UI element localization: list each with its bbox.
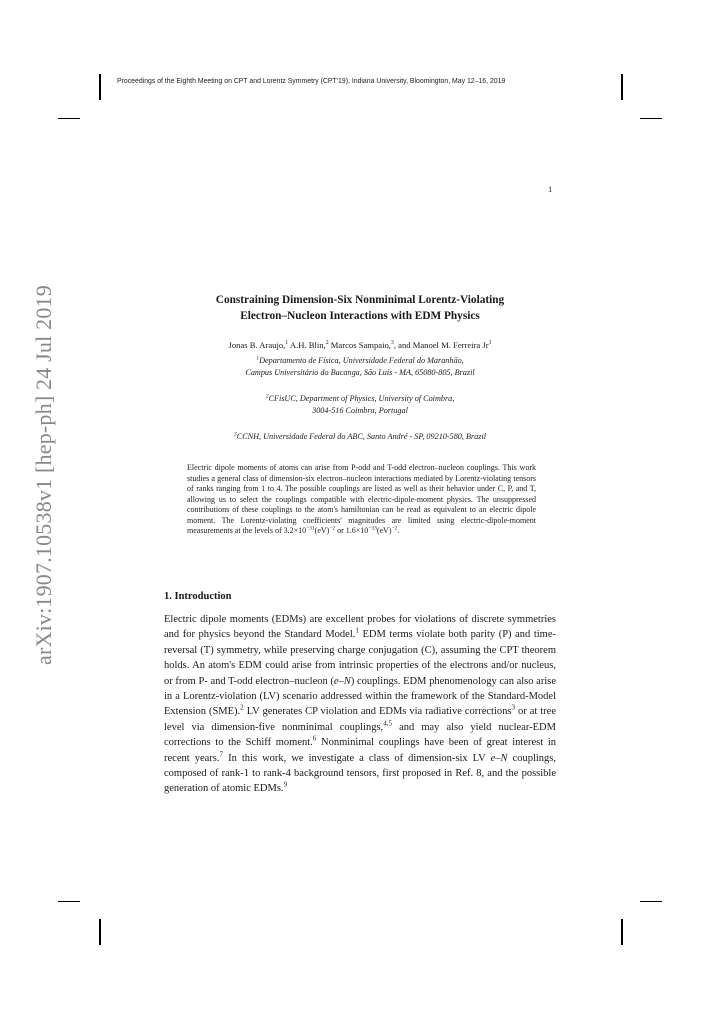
- citation: 3: [511, 703, 516, 712]
- title-line-1: Constraining Dimension-Six Nonminimal Lorentz-Violating: [215, 294, 505, 306]
- paper-title: [160, 293, 560, 324]
- citation: 7: [219, 750, 224, 759]
- crop-mark-bottom-left: [99, 919, 101, 945]
- crop-mark-left-upper: [58, 118, 80, 119]
- crop-mark-bottom-right: [621, 919, 623, 945]
- citation: 4,5: [383, 719, 393, 728]
- page-number: 1: [548, 184, 553, 194]
- introduction-paragraph: Electric dipole moments (EDMs) are excellent probes for violations of discrete symmetries and for physics beyond the Standard Model.$^1$ EDM terms violate both parity (P) and time-reversal (T) symmetry, while preserving charge conjugation (C), assuming the CPT theorem holds. An atom's EDM could arise from intrinsic properties of the electrons and/or nucleus, or from P- and T-odd electron–nucleon (e–N) couplings. EDM phenomenology can also arise in a Lorentz-violation (LV) scenario addressed within the framework of the Standard-Model Extension (SME).$^2$ LV generates CP violation and EDMs via radiative corrections$^3$ or at tree level via dimension-five nonminimal couplings,$^{4,5}$ and may also yield nuclear-EDM corrections to the Schiff moment.$^6$ Nonminimal couplings have been of great interest in recent years.$^7$ In this work, we investigate a class of dimension-six LV e–N couplings, composed of rank-1 to rank-4 background tensors, first proposed in Ref. 8, and the possible generation of atomic EDMs.$^9$: [164, 614, 557, 795]
- author-list: Jonas B. Araujo,$^1$ A.H. Blin,$^2$ Marcos Sampaio,$^3$, and Manoel M. Ferreira Jr$^1$: [228, 340, 492, 350]
- title-line-2: Electron–Nucleon Interactions with EDM Physics: [240, 309, 480, 322]
- citation: 9: [283, 780, 288, 789]
- citation: 2: [240, 703, 244, 712]
- affiliation-1: $^1$Departamento de Física, Universidade Federal do Maranhão, Campus Universitário do Bacanga, São Luís - MA, 65080-805, Brazil: [245, 355, 475, 377]
- crop-mark-right-lower: [640, 901, 662, 902]
- affiliation-3: $^3$CCNH, Universidade Federal do ABC, Santo André - SP, 09210-580, Brazil: [233, 431, 487, 441]
- citation: 6: [312, 734, 317, 743]
- arxiv-identifier: arXiv:1907.10538v1 [hep-ph] 24 Jul 2019: [31, 285, 56, 665]
- affiliation-2: $^2$CFisUC, Department of Physics, University of Coimbra, 3004-516 Coimbra, Portugal: [265, 393, 455, 415]
- running-header: Proceedings of the Eighth Meeting on CPT and Lorentz Symmetry (CPT'19), Indiana University, Bloomington, May 12–16, 2019: [117, 78, 506, 85]
- abstract: Electric dipole moments of atoms can arise from P-odd and T-odd electron–nucleon couplings. This work studies a general class of dimension-six electron–nucleon interactions mediated by Lorentz-violating tensors of ranks ranging from 1 to 4. The possible couplings are listed as well as their behavior under C, P, and T, allowing us to select the couplings compatible with electric-dipole-moment physics. The unsuppressed contributions of these couplings to the atom's hamiltonian can be read as equivalent to an electric dipole moment. The Lorentz-violating coefficients' magnitudes are limited using electric-dipole-moment measurements at the levels of $3.2\times 10^{-31}(eV)^{-2}$ or $1.6\times 10^{-33}(eV)^{-2}$.: [187, 463, 536, 535]
- crop-mark-right-upper: [640, 118, 662, 119]
- crop-mark-top-right: [621, 74, 623, 100]
- section-heading-introduction: 1. Introduction: [164, 591, 232, 602]
- crop-mark-top-left: [99, 74, 101, 100]
- citation: 1: [355, 626, 359, 635]
- crop-mark-left-lower: [58, 901, 80, 902]
